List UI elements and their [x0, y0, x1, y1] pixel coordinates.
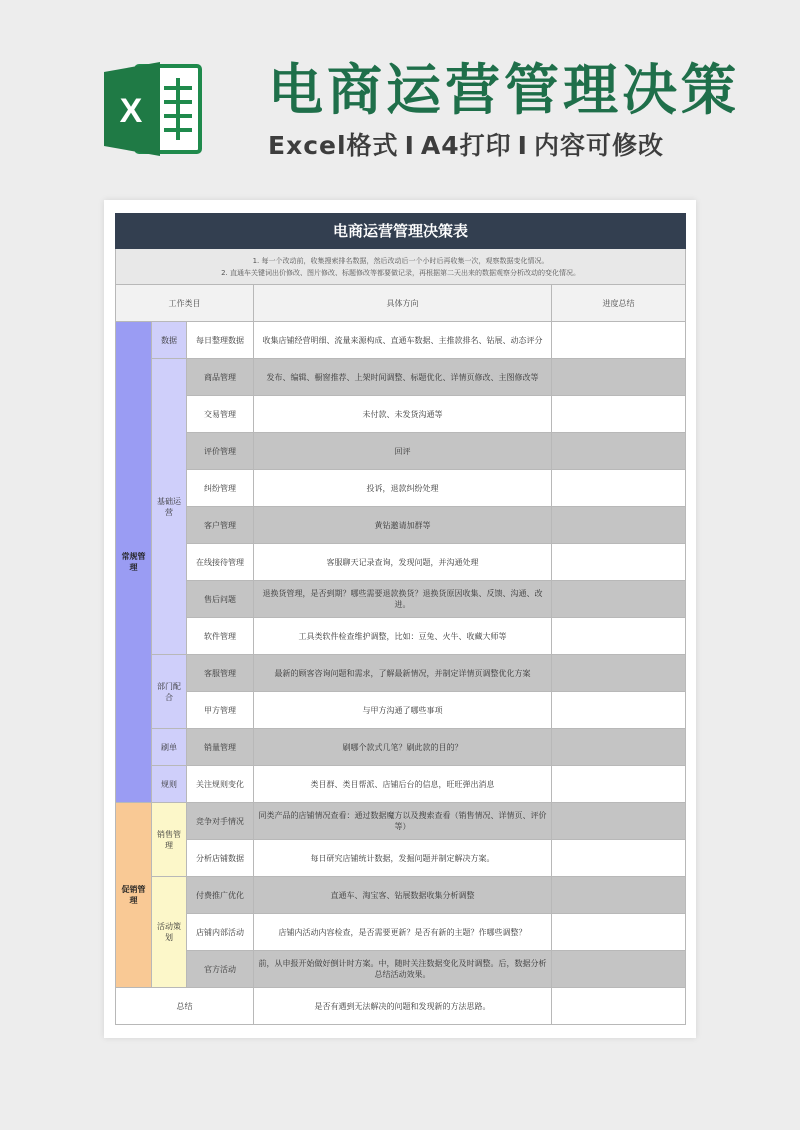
desc-cell: 直通车、淘宝客、钻展数据收集分析调整: [254, 877, 552, 914]
item-cell: 关注规则变化: [187, 766, 254, 803]
table-row: [116, 951, 686, 988]
table-row: [116, 766, 686, 803]
progress-cell[interactable]: [552, 951, 686, 988]
desc-cell: 投诉，退款纠纷处理: [254, 470, 552, 507]
item-cell: 分析店铺数据: [187, 840, 254, 877]
excel-logo-icon: [104, 60, 204, 158]
desc-cell: 客服聊天记录查询，发现问题，并沟通处理: [254, 544, 552, 581]
desc-cell: 同类产品的店铺情况查看：通过数据魔方以及搜索查看（销售情况、详情页、评价等）: [254, 803, 552, 840]
page-title: 电商运营管理决策: [268, 58, 741, 122]
summary-desc: 是否有遇到无法解决的问题和发现新的方法思路。: [254, 988, 552, 1025]
desc-cell: 工具类软件检查维护调整，比如：豆兔、火牛、收藏大师等: [254, 618, 552, 655]
item-cell: 付费推广优化: [187, 877, 254, 914]
table-row: [116, 322, 686, 359]
item-cell: 评价管理: [187, 433, 254, 470]
progress-cell[interactable]: [552, 655, 686, 692]
progress-cell[interactable]: [552, 618, 686, 655]
subtitle-format: Excel格式: [268, 131, 399, 160]
item-cell: 商品管理: [187, 359, 254, 396]
progress-cell[interactable]: [552, 396, 686, 433]
table-title: 电商运营管理决策表: [116, 214, 686, 249]
desc-cell: 前，从申报开始做好倒计时方案。中，随时关注数据变化及时调整。后，数据分析总结活动效果。: [254, 951, 552, 988]
group-dept: 部门配合: [152, 655, 187, 729]
progress-cell[interactable]: [552, 433, 686, 470]
header-progress: 进度总结: [552, 285, 686, 322]
desc-cell: 未付款、未发货沟通等: [254, 396, 552, 433]
progress-cell[interactable]: [552, 544, 686, 581]
item-cell: 客服管理: [187, 655, 254, 692]
desc-cell: 黄钻邀请加群等: [254, 507, 552, 544]
progress-cell[interactable]: [552, 692, 686, 729]
table-row: [116, 396, 686, 433]
logo-letter: X: [119, 92, 143, 130]
decision-table: [115, 213, 686, 1025]
header-row: [116, 285, 686, 322]
progress-cell[interactable]: [552, 359, 686, 396]
progress-cell[interactable]: [552, 766, 686, 803]
desc-cell: 与甲方沟通了哪些事项: [254, 692, 552, 729]
group-sales: 销售管理: [152, 803, 187, 877]
progress-cell[interactable]: [552, 470, 686, 507]
desc-cell: 类目群、类目帮派、店铺后台的信息，旺旺弹出消息: [254, 766, 552, 803]
summary-label: 总结: [116, 988, 254, 1025]
progress-cell[interactable]: [552, 840, 686, 877]
table-row: [116, 692, 686, 729]
desc-cell: 发布、编辑、橱窗推荐、上架时间调整、标题优化、详情页修改、主图修改等: [254, 359, 552, 396]
page-subtitle: [268, 126, 664, 162]
table-row: [116, 544, 686, 581]
header-direction: 具体方向: [254, 285, 552, 322]
note-1: 1. 每一个改动前，收集搜索排名数据，然后改动后一个小时后再收集一次，观察数据变化情况。: [252, 256, 549, 265]
desc-cell: 最新的顾客咨询问题和需求，了解最新情况，并制定详情页调整优化方案: [254, 655, 552, 692]
group-brush: 刷单: [152, 729, 187, 766]
desc-cell: 刷哪个款式几笔？刷此款的目的？: [254, 729, 552, 766]
table-row: [116, 729, 686, 766]
progress-cell[interactable]: [552, 507, 686, 544]
table-row: [116, 433, 686, 470]
group-rules: 规则: [152, 766, 187, 803]
subtitle-separator: I: [517, 131, 528, 160]
table-row: [116, 507, 686, 544]
item-cell: 客户管理: [187, 507, 254, 544]
table-row: [116, 655, 686, 692]
progress-cell[interactable]: [552, 877, 686, 914]
desc-cell: 店铺内活动内容检查，是否需要更新？是否有新的主题？作哪些调整？: [254, 914, 552, 951]
table-row: [116, 618, 686, 655]
table-row: [116, 914, 686, 951]
desc-cell: 收集店铺经营明细、流量来源构成、直通车数据、主推款排名、钻展、动态评分: [254, 322, 552, 359]
notes-row: [116, 249, 686, 285]
table-row: [116, 470, 686, 507]
item-cell: 在线接待管理: [187, 544, 254, 581]
group-basic: 基础运营: [152, 359, 187, 655]
progress-cell[interactable]: [552, 581, 686, 618]
item-cell: 交易管理: [187, 396, 254, 433]
progress-cell[interactable]: [552, 729, 686, 766]
table-row: [116, 359, 686, 396]
group-data: 数据: [152, 322, 187, 359]
table-row: [116, 581, 686, 618]
table-row: [116, 803, 686, 840]
table-title-row: [116, 214, 686, 249]
category-promo: 促销管理: [116, 803, 152, 988]
table-row: [116, 877, 686, 914]
item-cell: 甲方管理: [187, 692, 254, 729]
category-regular: 常规管理: [116, 322, 152, 803]
header-category: 工作类目: [116, 285, 254, 322]
note-2: 2. 直通车关键词出价修改、图片修改、标题修改等都要做记录，再根据第二天出来的数据观察分析改动的变化情况。: [221, 268, 580, 277]
item-cell: 售后问题: [187, 581, 254, 618]
table-row: [116, 840, 686, 877]
group-event: 活动策划: [152, 877, 187, 988]
item-cell: 店铺内部活动: [187, 914, 254, 951]
notes-cell: [116, 249, 686, 285]
desc-cell: 退换货管理，是否到期？哪些需要退款换货？退换货原因收集、反馈、沟通、改进。: [254, 581, 552, 618]
banner: [0, 0, 800, 195]
progress-cell[interactable]: [552, 914, 686, 951]
item-cell: 销量管理: [187, 729, 254, 766]
subtitle-separator: I: [404, 131, 415, 160]
summary-row: [116, 988, 686, 1025]
item-cell: 竞争对手情况: [187, 803, 254, 840]
subtitle-editable: 内容可修改: [533, 131, 664, 160]
progress-cell[interactable]: [552, 322, 686, 359]
item-cell: 每日整理数据: [187, 322, 254, 359]
item-cell: 软件管理: [187, 618, 254, 655]
subtitle-print: A4打印: [420, 131, 512, 160]
desc-cell: 每日研究店铺统计数据，发掘问题并制定解决方案。: [254, 840, 552, 877]
item-cell: 纠纷管理: [187, 470, 254, 507]
progress-cell[interactable]: [552, 988, 686, 1025]
progress-cell[interactable]: [552, 803, 686, 840]
desc-cell: 回评: [254, 433, 552, 470]
item-cell: 官方活动: [187, 951, 254, 988]
